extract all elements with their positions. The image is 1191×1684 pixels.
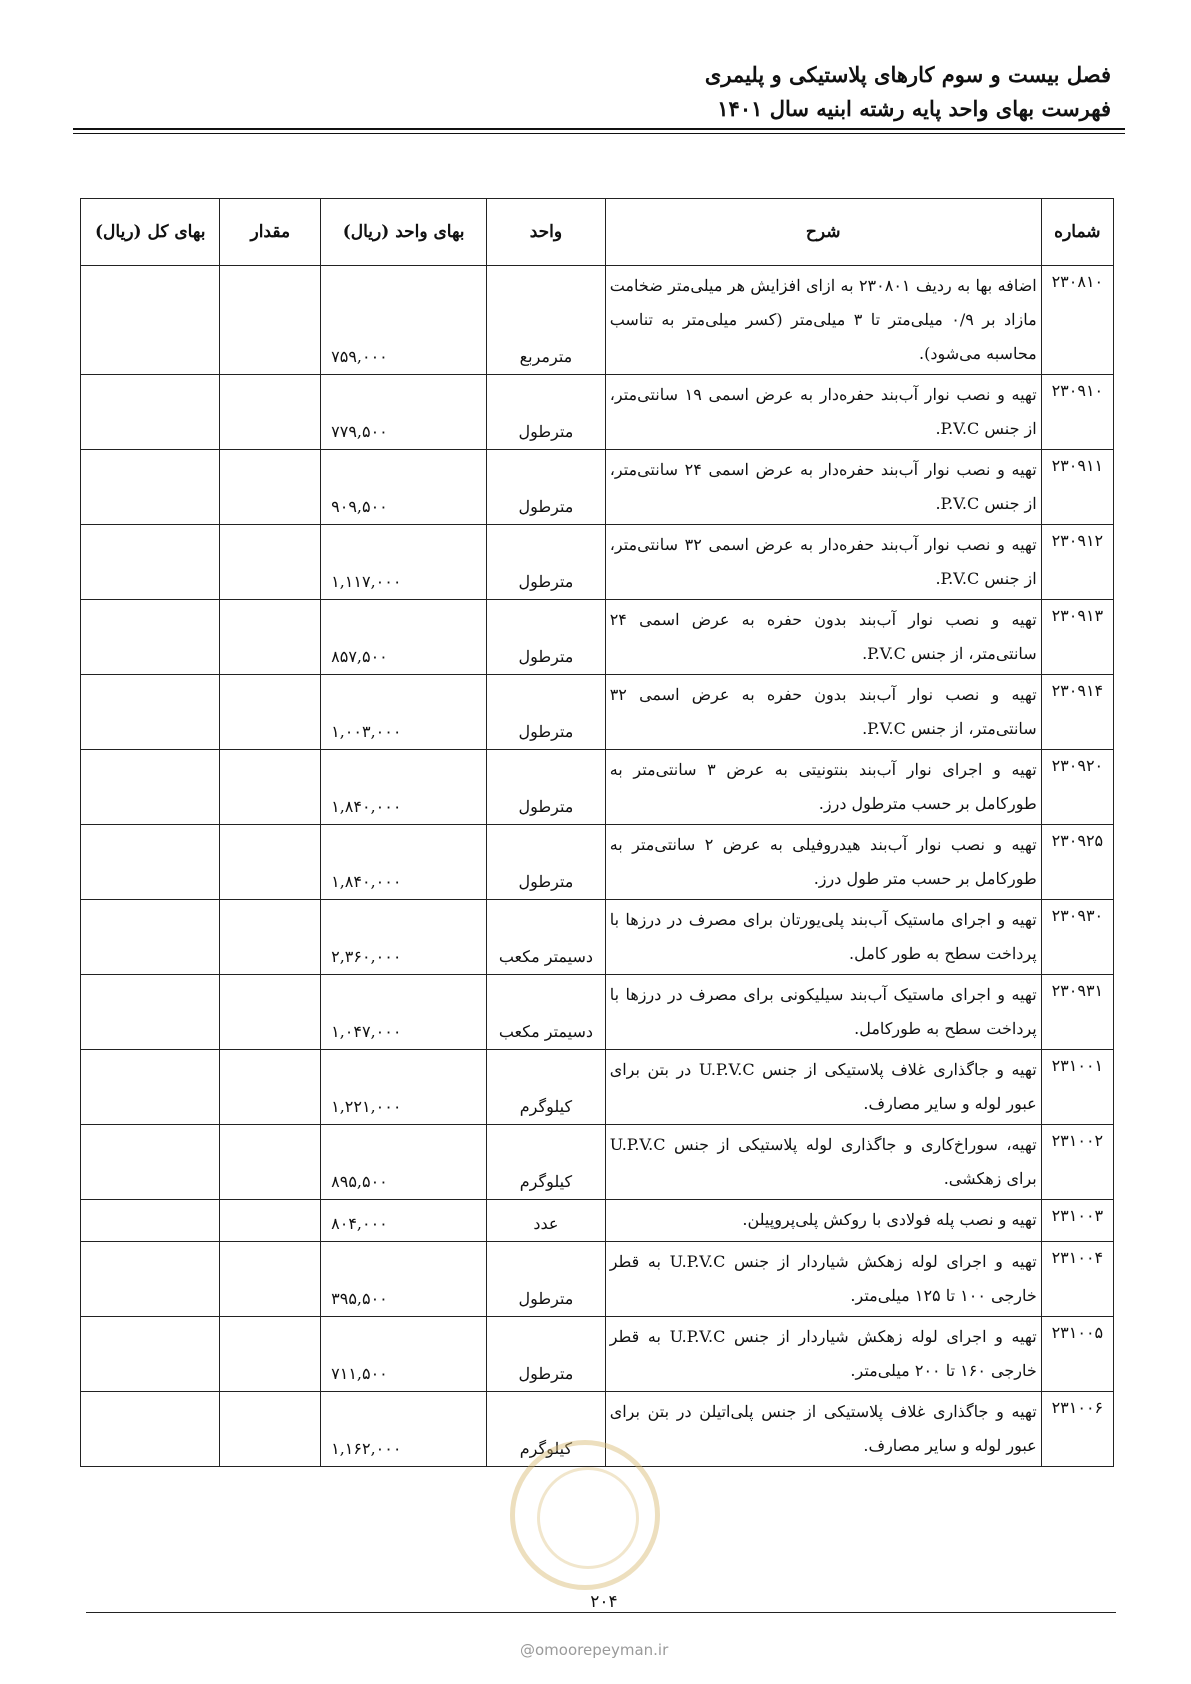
item-unit-price: ۷۱۱,۵۰۰ — [321, 1317, 487, 1392]
item-code: ۲۳۰۹۲۵ — [1041, 825, 1113, 900]
item-code: ۲۳۱۰۰۵ — [1041, 1317, 1113, 1392]
item-unit-price: ۱,۰۴۷,۰۰۰ — [321, 975, 487, 1050]
item-unit: مترطول — [487, 675, 606, 750]
item-unit: مترطول — [487, 1317, 606, 1392]
item-unit: کیلوگرم — [487, 1125, 606, 1200]
column-header-qty: مقدار — [220, 199, 321, 266]
item-unit: مترطول — [487, 825, 606, 900]
table-row — [81, 1317, 1114, 1392]
item-code: ۲۳۱۰۰۱ — [1041, 1050, 1113, 1125]
item-unit: عدد — [487, 1200, 606, 1242]
item-total-price — [81, 1392, 220, 1467]
table-row — [81, 525, 1114, 600]
item-unit-price: ۱,۲۲۱,۰۰۰ — [321, 1050, 487, 1125]
price-list-table — [80, 198, 1114, 1467]
item-unit-price: ۸۹۵,۵۰۰ — [321, 1125, 487, 1200]
item-total-price — [81, 1125, 220, 1200]
item-unit: کیلوگرم — [487, 1050, 606, 1125]
item-quantity — [220, 1050, 321, 1125]
item-description: تهیه و جاگذاری غلاف پلاستیکی از جنس U.P.V.C در بتن برای عبور لوله و سایر مصارف. — [605, 1050, 1041, 1125]
table-header-row — [81, 199, 1114, 266]
item-total-price — [81, 525, 220, 600]
item-total-price — [81, 1200, 220, 1242]
item-total-price — [81, 450, 220, 525]
table-row — [81, 975, 1114, 1050]
chapter-title: فصل بیست و سوم کارهای پلاستیکی و پلیمری — [704, 62, 1111, 87]
item-description: تهیه و اجرای ماستیک آب‌بند سیلیکونی برای مصرف در درزها با پرداخت سطح به طورکامل. — [605, 975, 1041, 1050]
item-code: ۲۳۰۹۱۳ — [1041, 600, 1113, 675]
item-unit: مترطول — [487, 450, 606, 525]
item-code: ۲۳۰۹۱۲ — [1041, 525, 1113, 600]
item-description: تهیه و نصب نوار آب‌بند بدون حفره به عرض اسمی ۲۴ سانتی‌متر، از جنس P.V.C. — [605, 600, 1041, 675]
item-quantity — [220, 450, 321, 525]
item-quantity — [220, 1200, 321, 1242]
item-code: ۲۳۰۹۳۱ — [1041, 975, 1113, 1050]
table-row — [81, 266, 1114, 375]
item-unit-price: ۲,۳۶۰,۰۰۰ — [321, 900, 487, 975]
item-code: ۲۳۰۹۲۰ — [1041, 750, 1113, 825]
item-quantity — [220, 1125, 321, 1200]
item-code: ۲۳۰۹۱۰ — [1041, 375, 1113, 450]
item-unit-price: ۱,۸۴۰,۰۰۰ — [321, 825, 487, 900]
item-code: ۲۳۰۹۱۱ — [1041, 450, 1113, 525]
item-unit-price: ۱,۰۰۳,۰۰۰ — [321, 675, 487, 750]
item-description: اضافه بها به ردیف ۲۳۰۸۰۱ به ازای افزایش هر میلی‌متر ضخامت مازاد بر ۰/۹ میلی‌متر تا ۳ میلی‌متر (کسر میلی‌متر به تناسب محاسبه می‌شود). — [605, 266, 1041, 375]
footer-rule — [86, 1612, 1116, 1613]
item-code: ۲۳۱۰۰۶ — [1041, 1392, 1113, 1467]
item-quantity — [220, 1242, 321, 1317]
header-rule-thin — [73, 133, 1125, 134]
item-total-price — [81, 600, 220, 675]
column-header-unit: واحد — [487, 199, 606, 266]
item-quantity — [220, 750, 321, 825]
item-description: تهیه و نصب نوار آب‌بند حفره‌دار به عرض اسمی ۱۹ سانتی‌متر، از جنس P.V.C. — [605, 375, 1041, 450]
item-description: تهیه و نصب نوار آب‌بند حفره‌دار به عرض اسمی ۳۲ سانتی‌متر، از جنس P.V.C. — [605, 525, 1041, 600]
item-unit-price: ۷۵۹,۰۰۰ — [321, 266, 487, 375]
item-unit: مترطول — [487, 1242, 606, 1317]
item-unit-price: ۸۵۷,۵۰۰ — [321, 600, 487, 675]
item-code: ۲۳۰۸۱۰ — [1041, 266, 1113, 375]
item-unit: مترطول — [487, 375, 606, 450]
item-unit: مترطول — [487, 525, 606, 600]
item-total-price — [81, 675, 220, 750]
table-row — [81, 675, 1114, 750]
item-quantity — [220, 525, 321, 600]
item-description: تهیه، سوراخ‌کاری و جاگذاری لوله پلاستیکی از جنس U.P.V.C برای زهکشی. — [605, 1125, 1041, 1200]
table-row — [81, 1242, 1114, 1317]
item-description: تهیه و اجرای نوار آب‌بند بنتونیتی به عرض ۳ سانتی‌متر به طورکامل بر حسب مترطول درز. — [605, 750, 1041, 825]
item-description: تهیه و نصب نوار آب‌بند بدون حفره به عرض اسمی ۳۲ سانتی‌متر، از جنس P.V.C. — [605, 675, 1041, 750]
item-total-price — [81, 1242, 220, 1317]
item-unit-price: ۳۹۵,۵۰۰ — [321, 1242, 487, 1317]
item-total-price — [81, 975, 220, 1050]
item-total-price — [81, 900, 220, 975]
item-unit: کیلوگرم — [487, 1392, 606, 1467]
item-total-price — [81, 750, 220, 825]
item-quantity — [220, 825, 321, 900]
column-header-price: بهای واحد (ریال) — [321, 199, 487, 266]
item-description: تهیه و اجرای لوله زهکش شیاردار از جنس U.P.V.C به قطر خارجی ۱۰۰ تا ۱۲۵ میلی‌متر. — [605, 1242, 1041, 1317]
document-title: فهرست بهای واحد پایه رشته ابنیه سال ۱۴۰۱ — [717, 96, 1111, 121]
item-quantity — [220, 900, 321, 975]
item-total-price — [81, 1050, 220, 1125]
table-row — [81, 900, 1114, 975]
item-code: ۲۳۱۰۰۲ — [1041, 1125, 1113, 1200]
table-row — [81, 375, 1114, 450]
table-row — [81, 1200, 1114, 1242]
item-unit-price: ۱,۱۶۲,۰۰۰ — [321, 1392, 487, 1467]
table-row — [81, 1125, 1114, 1200]
item-total-price — [81, 1317, 220, 1392]
item-description: تهیه و اجرای ماستیک آب‌بند پلی‌یورتان برای مصرف در درزها با پرداخت سطح به طور کامل. — [605, 900, 1041, 975]
page-number: ۲۰۴ — [590, 1592, 618, 1612]
item-unit: مترمربع — [487, 266, 606, 375]
item-unit-price: ۸۰۴,۰۰۰ — [321, 1200, 487, 1242]
item-quantity — [220, 1317, 321, 1392]
item-code: ۲۳۱۰۰۴ — [1041, 1242, 1113, 1317]
item-unit: دسیمتر مکعب — [487, 975, 606, 1050]
item-total-price — [81, 375, 220, 450]
item-quantity — [220, 266, 321, 375]
item-description: تهیه و جاگذاری غلاف پلاستیکی از جنس پلی‌اتیلن در بتن برای عبور لوله و سایر مصارف. — [605, 1392, 1041, 1467]
table-row — [81, 825, 1114, 900]
table-row — [81, 450, 1114, 525]
column-header-desc: شرح — [605, 199, 1041, 266]
item-unit-price: ۷۷۹,۵۰۰ — [321, 375, 487, 450]
item-unit-price: ۱,۸۴۰,۰۰۰ — [321, 750, 487, 825]
item-unit: مترطول — [487, 600, 606, 675]
item-description: تهیه و اجرای لوله زهکش شیاردار از جنس U.P.V.C به قطر خارجی ۱۶۰ تا ۲۰۰ میلی‌متر. — [605, 1317, 1041, 1392]
header-rule-thick — [73, 128, 1125, 130]
item-description: تهیه و نصب پله فولادی با روکش پلی‌پروپیلن. — [605, 1200, 1041, 1242]
item-description: تهیه و نصب نوار آب‌بند حفره‌دار به عرض اسمی ۲۴ سانتی‌متر، از جنس P.V.C. — [605, 450, 1041, 525]
item-code: ۲۳۰۹۳۰ — [1041, 900, 1113, 975]
item-quantity — [220, 375, 321, 450]
column-header-total: بهای کل (ریال) — [81, 199, 220, 266]
item-unit: مترطول — [487, 750, 606, 825]
table-row — [81, 600, 1114, 675]
item-total-price — [81, 266, 220, 375]
item-total-price — [81, 825, 220, 900]
column-header-code: شماره — [1041, 199, 1113, 266]
item-unit-price: ۹۰۹,۵۰۰ — [321, 450, 487, 525]
item-quantity — [220, 675, 321, 750]
item-unit-price: ۱,۱۱۷,۰۰۰ — [321, 525, 487, 600]
item-quantity — [220, 975, 321, 1050]
page-header — [705, 58, 1111, 126]
table-row — [81, 1050, 1114, 1125]
item-unit: دسیمتر مکعب — [487, 900, 606, 975]
website-watermark: @omoorepeyman.ir — [520, 1641, 669, 1659]
item-code: ۲۳۱۰۰۳ — [1041, 1200, 1113, 1242]
watermark-seal — [510, 1440, 660, 1590]
table-row — [81, 750, 1114, 825]
item-quantity — [220, 1392, 321, 1467]
item-quantity — [220, 600, 321, 675]
item-code: ۲۳۰۹۱۴ — [1041, 675, 1113, 750]
item-description: تهیه و نصب نوار آب‌بند هیدروفیلی به عرض ۲ سانتی‌متر به طورکامل بر حسب متر طول درز. — [605, 825, 1041, 900]
